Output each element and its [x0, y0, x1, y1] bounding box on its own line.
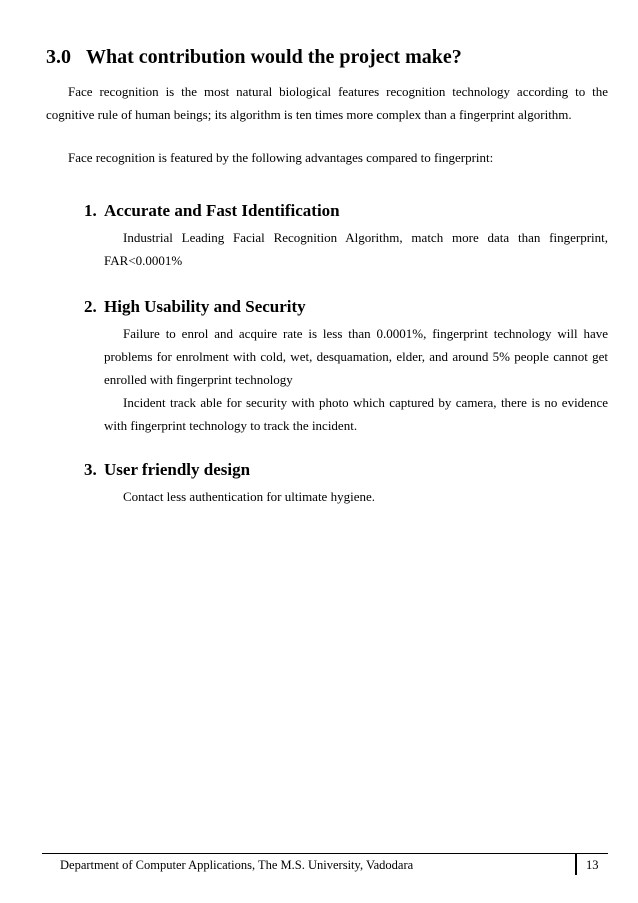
list-item-title: Accurate and Fast Identification: [104, 201, 340, 220]
list-item-paragraph: Failure to enrol and acquire rate is less than 0.0001%, fingerprint technology will have problems for enrolment with cold, wet, desquamation, elder, and around 5% people cannot get enrolled with fingerprint technology: [104, 326, 608, 387]
list-item-number: 2.: [84, 297, 97, 316]
list-item-heading: [84, 296, 608, 318]
section-title: What contribution would the project make?: [86, 46, 462, 68]
list-item-paragraph: Industrial Leading Facial Recognition Algorithm, match more data than fingerprint, FAR<0.0001%: [104, 230, 608, 268]
section-heading: [46, 44, 462, 70]
page-number: 13: [586, 858, 599, 872]
list-item-heading: [84, 200, 608, 222]
footer-text: Department of Computer Applications, The M.S. University, Vadodara: [60, 858, 414, 872]
list-item-number: 3.: [84, 460, 97, 479]
section-number: 3.0: [46, 46, 71, 68]
footer-page-separator: [575, 853, 577, 875]
list-item-accurate-identification: [84, 200, 608, 272]
footer-divider: [42, 853, 608, 854]
list-item-usability-security: [84, 296, 608, 437]
intro-paragraph: Face recognition is the most natural biological features recognition technology according to the cognitive rule of human beings; its algorithm is ten times more complex than a fingerprint algorithm.: [46, 84, 608, 122]
list-item-user-friendly-design: [84, 459, 608, 508]
list-item-title: User friendly design: [104, 460, 251, 479]
list-item-heading: [84, 459, 608, 481]
list-item-title: High Usability and Security: [104, 297, 306, 316]
advantages-intro-paragraph: Face recognition is featured by the following advantages compared to fingerprint:: [68, 150, 494, 165]
list-item-number: 1.: [84, 201, 97, 220]
list-item-paragraph: Contact less authentication for ultimate hygiene.: [123, 489, 375, 504]
list-item-paragraph: Incident track able for security with photo which captured by camera, there is no evidence with fingerprint technology to track the incident.: [104, 395, 608, 433]
